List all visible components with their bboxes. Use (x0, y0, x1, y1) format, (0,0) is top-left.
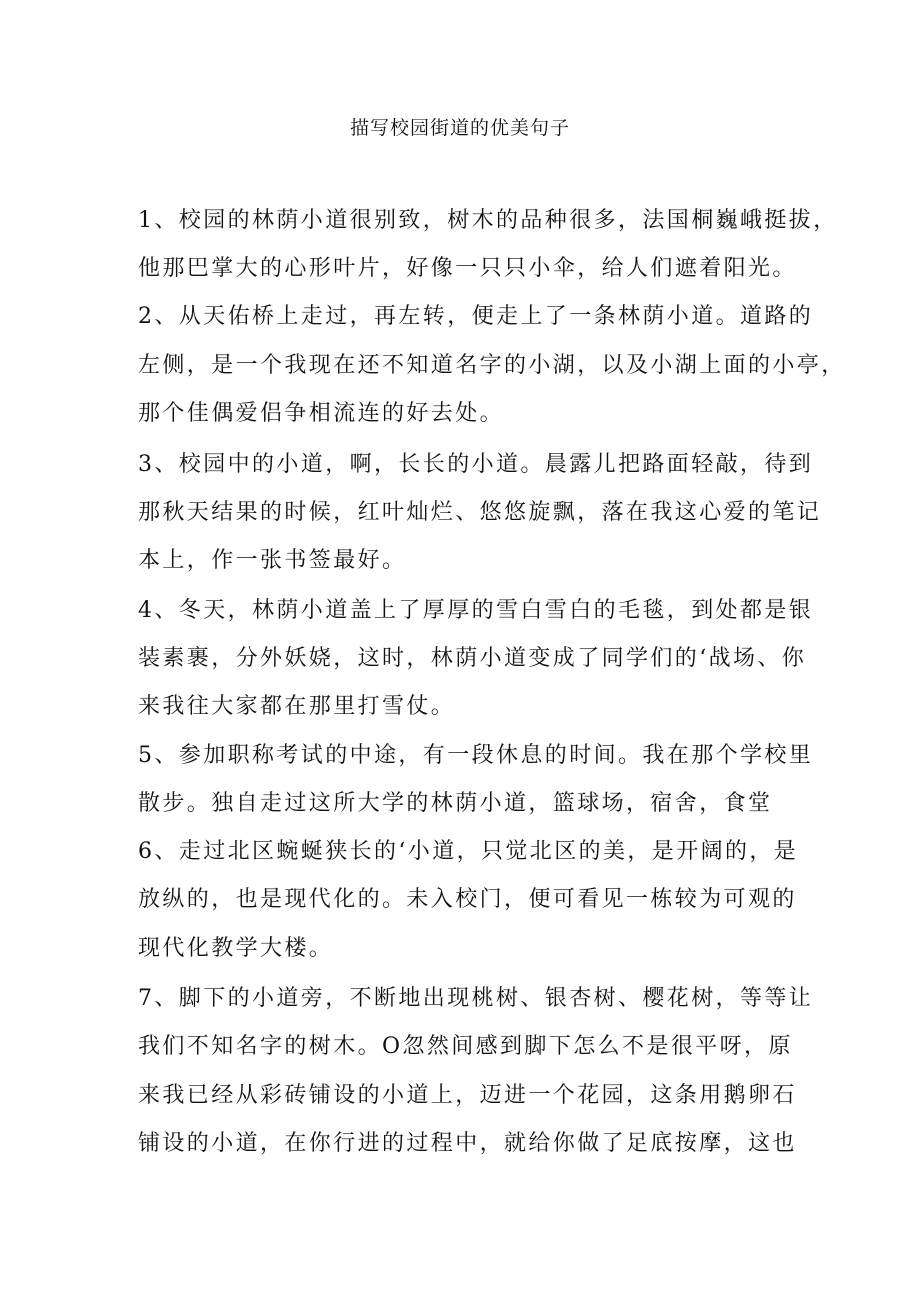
document-title: 描写校园街道的优美句子 (349, 117, 570, 139)
text-line: 装素裹，分外妖娆，这时，林荫小道变成了同学们的‘战场、你 (138, 646, 807, 671)
text-line: 5、参加职称考试的中途，有一段休息的时间。我在那个学校里 (138, 743, 814, 768)
text-line: 2、从天佑桥上走过，再左转，便走上了一条林荫小道。道路的 (138, 304, 814, 329)
text-line: 来我已经从彩砖铺设的小道上，迈进一个花园，这条用鹅卵石 (138, 1083, 797, 1108)
text-line: 放纵的，也是现代化的。未入校门，便可看见一栋较为可观的 (138, 887, 797, 912)
text-line: 那个佳偶爱侣争相流连的好去处。 (138, 401, 505, 426)
text-line: 本上，作一张书签最好。 (138, 548, 407, 573)
text-line: 他那巴掌大的心形叶片，好像一只只小伞，给人们遮着阳光。 (138, 256, 797, 281)
text-line: 散步。独自走过这所大学的林荫小道，篮球场，宿舍，食堂 (138, 791, 773, 816)
text-line: 3、校园中的小道，啊，长长的小道。晨露儿把路面轻敲，待到 (138, 452, 814, 477)
text-line: 1、校园的林荫小道很别致，树木的品种很多，法国桐巍峨挺拔， (138, 208, 838, 233)
text-line: 7、脚下的小道旁，不断地出现桃树、银杏树、樱花树，等等让 (138, 986, 814, 1011)
text-line: 铺设的小道，在你行进的过程中，就给你做了足底按摩，这也 (138, 1131, 797, 1156)
text-line: 我们不知名字的树木。O忽然间感到脚下怎么不是很平呀，原 (138, 1034, 793, 1059)
text-line: 来我往大家都在那里打雪仗。 (138, 694, 456, 719)
text-line: 现代化教学大楼。 (138, 936, 334, 961)
text-line: 4、冬天，林荫小道盖上了厚厚的雪白雪白的毛毯，到处都是银 (138, 598, 814, 623)
text-line: 6、走过北区蜿蜒狭长的‘小道，只觉北区的美，是开阔的，是 (138, 839, 799, 864)
text-line: 左侧，是一个我现在还不知道名字的小湖，以及小湖上面的小亭， (138, 353, 846, 378)
text-line: 那秋天结果的时候，红叶灿烂、悠悠旋飘，落在我这心爱的笔记 (138, 500, 822, 525)
